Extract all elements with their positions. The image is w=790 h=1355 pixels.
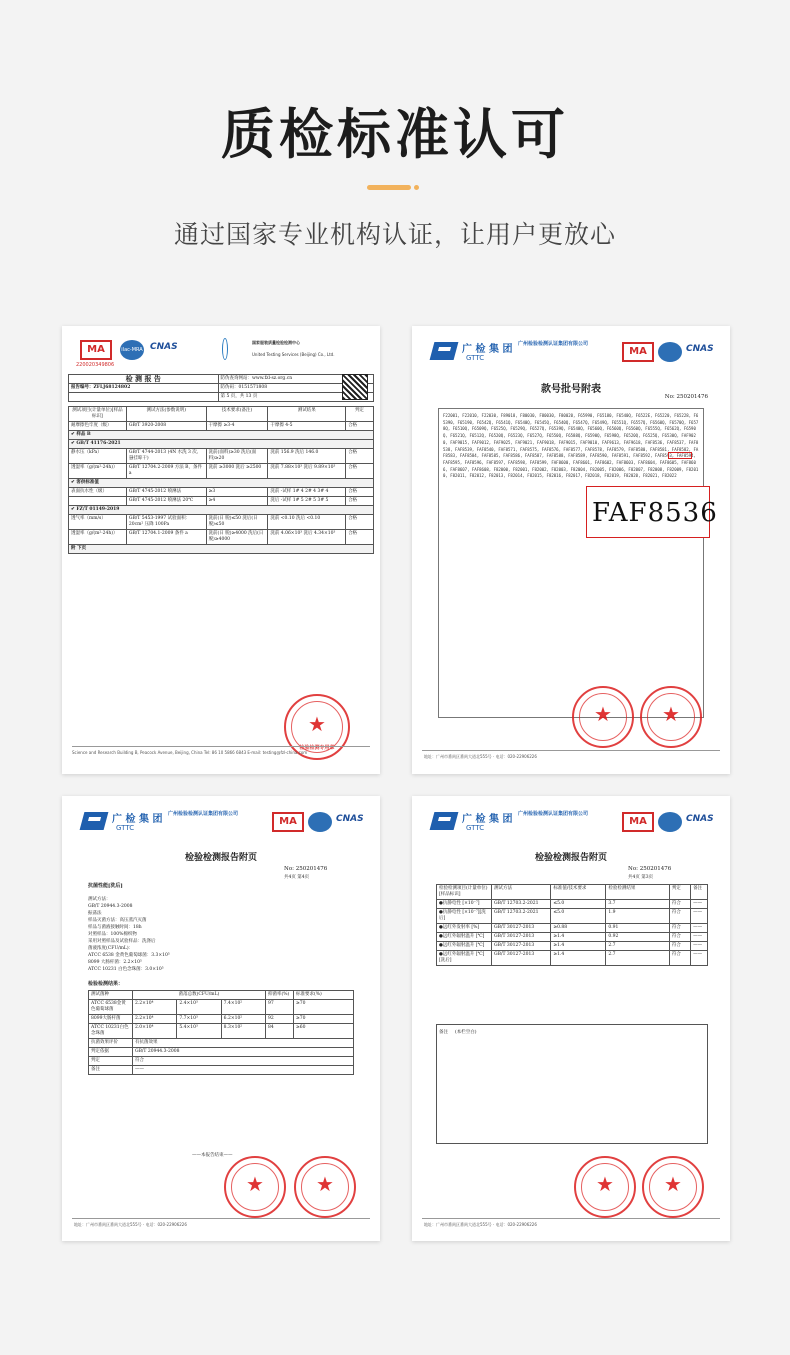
col-header-result: 测试结果 xyxy=(268,407,346,422)
gttc-brand-en: GTTC xyxy=(466,354,485,362)
method-line: 样品与菌液接触时间：18h xyxy=(88,925,142,930)
table-cell: 透湿率（g/(m²·24h)） xyxy=(69,530,127,545)
table-cell: 2.2×10⁴ xyxy=(133,1000,177,1015)
report-footer: 地址：广州市番禺区番禺大道北555号 · 电话：020-22906226 xyxy=(74,1222,187,1227)
table-cell: ●远红外发射率 [%] xyxy=(437,924,492,933)
col-header-remark: 备注 xyxy=(691,885,708,900)
table-cell: 1.9 xyxy=(606,909,670,924)
official-seal-right xyxy=(642,1156,704,1218)
cma-number: 220020349806 xyxy=(76,362,115,368)
table-cell: GB/T 12703.2-2021 xyxy=(492,900,551,909)
seal-text: 检验检测专用章 xyxy=(299,745,335,751)
table-cell: 合格 xyxy=(346,515,374,530)
method-line: 振荡法 xyxy=(88,911,102,916)
table-cell: 符合 xyxy=(669,909,690,924)
appendix-title: 款号批号附表 xyxy=(541,384,601,395)
table-cell: 合格 xyxy=(346,497,374,506)
table-row xyxy=(69,497,374,506)
remark-label: 备注 xyxy=(439,1030,448,1035)
official-seal-right xyxy=(640,686,702,748)
table-cell: 2.4×10³ xyxy=(177,1000,221,1015)
col-header-item: 测试项目(计量单位)[样品标识] xyxy=(69,407,127,422)
table-cell: GB/T 20944.3-2008 xyxy=(133,1048,354,1057)
result-label: 检验检测结果： xyxy=(88,981,124,987)
report-page: 共4页 第4页 xyxy=(284,875,310,880)
cnas-logo: CNAS xyxy=(336,814,364,824)
table-cell: —— xyxy=(691,951,708,966)
query-code: 防伪码：0151571808 xyxy=(218,384,373,393)
table-cell: ≥1.4 xyxy=(551,942,606,951)
table-cell: ≥4 xyxy=(206,497,268,506)
table-cell: 备注 xyxy=(89,1066,133,1075)
table-cell: GB/T 4745-2012 喷淋法 20℃ xyxy=(126,497,206,506)
table-section-label: ✔ GB/T 41176-2021 xyxy=(69,440,374,449)
seal-star-icon: ★ xyxy=(316,1172,334,1197)
gttc-logo-bar xyxy=(422,804,720,838)
table-cell: 7.7×10³ xyxy=(177,1015,221,1024)
table-cell: GB/T 30127-2013 xyxy=(492,942,551,951)
report-footer: 地址：广州市番禺区番禺大道北555号 · 电话：020-22906226 xyxy=(424,754,537,759)
gttc-brand-en: GTTC xyxy=(116,824,135,832)
table-cell: 洗前(日 脱)≥4000 洗后(日 脱)≥4000 xyxy=(206,530,268,545)
appendix-title: 检验检测报告附页 xyxy=(184,853,257,863)
table-row xyxy=(69,530,374,545)
table-cell: 合格 xyxy=(346,422,374,431)
table-cell: 2.7 xyxy=(606,951,670,966)
report-number: 报告编号：ZFLJ68124802 xyxy=(69,384,219,393)
table-cell: GB/T 12704.2-2009 方法 B，条件 a xyxy=(126,464,206,479)
report-number: No: 250201476 xyxy=(628,866,672,872)
table-cell: 0.92 xyxy=(606,933,670,942)
table-cell: ≤5.0 xyxy=(551,909,606,924)
table-row xyxy=(89,1000,354,1015)
table-cell: 符合 xyxy=(669,900,690,909)
method-line: 8099 大肠杆菌：2.2×10⁵ xyxy=(88,960,142,965)
table-cell: ATCC 6538金黄色葡萄球菌 xyxy=(89,1000,133,1015)
official-seal-left xyxy=(572,686,634,748)
appendix-title: 检验检测报告附页 xyxy=(534,853,607,863)
table-section-label: ✔ 样品 B xyxy=(69,431,374,440)
col-header-standard: 标准值/技术要求 xyxy=(551,885,606,900)
table-row xyxy=(89,1039,354,1048)
table-cell: GB/T 5453-1997 试验面积：20cm² 压降 100Pa xyxy=(126,515,206,530)
table-cell: ●抗静电性 [×10⁻⁷] xyxy=(437,900,492,909)
gttc-org-name: 广州检验检测认证集团有限公司 xyxy=(518,341,589,347)
method-line: ATCC 10231 白色念珠菌：3.0×10⁵ xyxy=(88,967,164,972)
col-header-rate: 抑菌率(%) xyxy=(266,991,294,1000)
report-results-table xyxy=(68,406,374,554)
table-cell: —— xyxy=(691,924,708,933)
method-line: ATCC 6538 金黄色葡萄球菌：3.3×10⁵ xyxy=(88,953,170,958)
cma-logo: MA xyxy=(80,340,112,360)
table-row xyxy=(69,431,374,440)
org-name-en: United Testing Services (Beijing) Co., Ltd. xyxy=(252,352,335,357)
report-number: No: 250201476 xyxy=(284,866,328,872)
table-row xyxy=(89,1057,354,1066)
table-cell: ≥60 xyxy=(294,1024,354,1039)
table-row xyxy=(69,515,374,530)
org-name-cn: 国家服装质量检验检测中心 xyxy=(252,340,300,345)
table-row xyxy=(69,479,374,488)
col-header-verdict: 判定 xyxy=(669,885,690,900)
report-page: 第 5 页，共 13 页 xyxy=(218,393,373,402)
gttc-org-name: 广州检验检测认证集团有限公司 xyxy=(168,811,239,817)
report-footer: 地址：广州市番禺区番禺大道北555号 · 电话：020-22906226 xyxy=(424,1222,537,1227)
gttc-brand: 广 检 集 团 xyxy=(112,814,163,825)
table-cell: 3.7 xyxy=(606,900,670,909)
table-cell: 洗前 4.06×10³ 洗后 4.34×10³ xyxy=(268,530,346,545)
col-header-colony: 菌落总数(CFU/mL) xyxy=(133,991,266,1000)
table-cell: 洗前(日 脱)≤50 洗后(日 脱)≤50 xyxy=(206,515,268,530)
table-cell: 耐摩擦色牢度（级） xyxy=(69,422,127,431)
gttc-brand: 广 检 集 团 xyxy=(462,344,513,355)
table-cell xyxy=(69,497,127,506)
table-row xyxy=(89,1066,354,1075)
table-row xyxy=(69,422,374,431)
batch-number-list: F22001, F22010, F22030, F89018, F80030, F80030, F80020, F65990, F65180, F6540Q, F6522E, F65220, F65228, F65390, F65190, F6542Q, F6541Q, F6540Q, F6545Q, F6540Q, F6547Q, F6549Q, F6551Q, F6557Q, F6560Q, F6570Q, F6578Q, F6510Q, F6509Q, F6525Q, F6529Q, F6527Q, F6539Q, F6548Q, F6560Q, F6560Q, F6560Q, F6555Q, F6562Q, F6590Q, F6521Q, F6512Q, F6520Q, F6523Q, F6527Q, F6550Q, F6588Q, F6590Q, F6598Q, F6520Q, F6525Q, F6530Q, FAF9020, FAF9015, FAF9012, FAF9025, FAF9021, FAF9018, FAF9015, FAF9010, FAF9613, FAF9618, FAF8536, FAF8537, FAF8538, FAF8539, FAF8540, FAF8571, FAF8575, FAF8576, FAF8577, FAF8578, FAF8579, FAF8580, FAF8581, FAF8582, FAF8583, FAF8584, FAF8585, FAF8586, FAF8587, FAF8588, FAF8589, FAF8590, FAF8591, FAF8592, FAF8593, FAF8594, FAF8595, FAF8596, FAF8597, FAF8598, FAF8599, FAF8600, FAF8601, FAF8602, FAF8603, FAF8604, FAF8605, FAF8606, FAF8607, FAF8608, F82000, F82001, F82002, F82003, F82004, F82005, F82006, F82007, F82008, F82009, F82010, F82011, F82012, F82013, F82014, F82015, F82016, F82017, F82018, F82019, F82020, F82021, F82022 xyxy=(438,408,704,718)
table-cell: 干摩擦 4-5 xyxy=(268,422,346,431)
table-cell: 洗前(面料)≥30 洗后(面料)≥20 xyxy=(206,449,268,464)
remark-text: (本栏空白) xyxy=(455,1030,477,1035)
table-cell: 洗后 -试样 1# 5 2# 5 3# 5 xyxy=(268,497,346,506)
title-accent-bar xyxy=(367,185,411,190)
antibacterial-report-document xyxy=(62,796,380,1241)
far-infrared-report-document xyxy=(412,796,730,1241)
table-cell: 合格 xyxy=(346,530,374,545)
table-row xyxy=(89,1024,354,1039)
table-cell: 84 xyxy=(266,1024,294,1039)
official-seal-left xyxy=(224,1156,286,1218)
table-cell: 洗前 156.9 洗后 146.0 xyxy=(268,449,346,464)
report-header-table xyxy=(68,374,374,402)
table-cell: GB/T 30127-2013 xyxy=(492,933,551,942)
highlighted-batch-number: FAF8536 xyxy=(592,498,718,528)
table-row xyxy=(437,909,708,924)
table-cell: 静水压（kPa） xyxy=(69,449,127,464)
table-row xyxy=(69,449,374,464)
col-header-verdict: 判定 xyxy=(346,407,374,422)
table-cell: 符合 xyxy=(669,951,690,966)
gttc-logo-icon xyxy=(430,812,459,830)
table-row xyxy=(69,506,374,515)
table-cell: ≥70 xyxy=(294,1015,354,1024)
report-page: 共4页 第3页 xyxy=(628,875,654,880)
table-cell: 洗前 <0.10 洗后 <0.10 xyxy=(268,515,346,530)
table-row xyxy=(437,942,708,951)
table-cell: 6.2×10² xyxy=(221,1015,265,1024)
method-line: 对照样品：100%棉织物 xyxy=(88,932,137,937)
footer-divider xyxy=(422,1218,720,1219)
table-cell: 符合 xyxy=(669,942,690,951)
table-cell: 符合 xyxy=(133,1057,354,1066)
cnas-logo: CNAS xyxy=(686,344,714,354)
far-infrared-result-table xyxy=(436,884,708,966)
table-cell: 合格 xyxy=(346,464,374,479)
col-header-method: 测试方法 xyxy=(492,885,551,900)
table-cell: 表面抗水性（级） xyxy=(69,488,127,497)
col-header-standard: 标准要求(%) xyxy=(294,991,354,1000)
col-header-strain: 测试菌种 xyxy=(89,991,133,1000)
col-header-requirement: 技术要求(备注) xyxy=(206,407,268,422)
table-row xyxy=(89,1048,354,1057)
table-cell: ≥3 xyxy=(206,488,268,497)
table-row xyxy=(69,545,374,554)
table-cell: 5.4×10³ xyxy=(177,1024,221,1039)
table-cell: 透气率（mm/s） xyxy=(69,515,127,530)
gttc-brand-en: GTTC xyxy=(466,824,485,832)
table-cell: ●远红外辐射温升 [℃][洗后] xyxy=(437,951,492,966)
table-cell: 2.0×10⁴ xyxy=(133,1024,177,1039)
table-cell: GB/T 30127-2013 xyxy=(492,951,551,966)
table-cell: 抗菌效果评价 xyxy=(89,1039,133,1048)
table-cell: GB/T 12703.2-2021 xyxy=(492,909,551,924)
table-cell: GB/T 3920-2008 xyxy=(126,422,206,431)
footer-divider xyxy=(422,750,720,751)
table-cell: 干摩擦 ≥3-4 xyxy=(206,422,268,431)
table-cell: 有抗菌效果 xyxy=(133,1039,354,1048)
table-cell: ATCC 10231白色念珠菌 xyxy=(89,1024,133,1039)
table-cell: ●远红外辐射温升 [℃] xyxy=(437,942,492,951)
method-line: 样品灭菌方法：高压蒸汽灭菌 xyxy=(88,918,147,923)
table-section-label: 附 下页 xyxy=(69,545,374,554)
gttc-logo-bar xyxy=(72,804,370,838)
method-line: 采用对照样品及试验样品：洗涤后 xyxy=(88,939,156,944)
gttc-logo-bar xyxy=(422,334,720,368)
cnas-logo: CNAS xyxy=(686,814,714,824)
col-header-item: 检验检测项目(计量单位)[样品标识] xyxy=(437,885,492,900)
table-cell: —— xyxy=(133,1066,354,1075)
report-end-marker: ——本报告结束—— xyxy=(192,1153,233,1158)
table-cell: 0.91 xyxy=(606,924,670,933)
table-cell: GB/T 12704.1-2009 条件 a xyxy=(126,530,206,545)
batch-highlight-marker xyxy=(668,452,692,459)
page-subtitle: 通过国家专业机构认证，让用户更放心 xyxy=(173,220,616,249)
table-cell: 8099大肠杆菌 xyxy=(89,1015,133,1024)
uts-logo xyxy=(222,338,228,360)
table-cell: —— xyxy=(691,909,708,924)
footer-divider xyxy=(72,1218,370,1219)
method-line: 测试方法： xyxy=(88,897,111,902)
cnas-logo: CNAS xyxy=(150,342,178,352)
gttc-org-name: 广州检验检测认证集团有限公司 xyxy=(518,811,589,817)
ilac-logo xyxy=(658,342,682,362)
seal-star-icon: ★ xyxy=(664,1172,682,1197)
sample-label: 抗菌性能[洗后] xyxy=(88,883,123,889)
table-cell: 透湿率（g/(m²·24h)） xyxy=(69,464,127,479)
cma-logo: MA xyxy=(272,812,304,832)
query-site: 防伪查询网站：www.fzl-sz.org.cn xyxy=(218,375,373,384)
report-footer: Science and Research Building B, Peacock Avenue, Beijing, China Tel: 86 10 5866 6843 E-mail: testing@fzl-china.com xyxy=(72,750,308,755)
table-cell: 7.4×10² xyxy=(221,1000,265,1015)
ilac-mra-logo: ilac-MRA xyxy=(120,340,144,360)
table-row xyxy=(89,1015,354,1024)
ilac-logo xyxy=(308,812,332,832)
table-cell: —— xyxy=(691,900,708,909)
footer-divider xyxy=(72,746,370,747)
table-cell: 符合 xyxy=(669,924,690,933)
gttc-brand: 广 检 集 团 xyxy=(462,814,513,825)
method-line: 菌液浓度(CFU/mL)： xyxy=(88,946,134,951)
antibacterial-result-table xyxy=(88,990,354,1075)
page-header xyxy=(0,0,790,300)
test-method-lines xyxy=(88,896,170,973)
seal-star-icon: ★ xyxy=(662,702,680,727)
table-cell: ≤5.0 xyxy=(551,900,606,909)
table-cell: 合格 xyxy=(346,449,374,464)
table-row xyxy=(437,924,708,933)
table-cell: 洗前 ≥3000 洗后 ≥2500 xyxy=(206,464,268,479)
table-row xyxy=(69,464,374,479)
table-row xyxy=(437,900,708,909)
table-cell: GB/T 4744-2013 (4N 水洗 3 次, 悬挂晾干) xyxy=(126,449,206,464)
seal-star-icon: ★ xyxy=(596,1172,614,1197)
title-accent-dot xyxy=(414,185,419,190)
gttc-logo-icon xyxy=(430,342,459,360)
table-cell: 合格 xyxy=(346,488,374,497)
remark-area xyxy=(436,1024,708,1144)
report-title: 检 测 报 告 xyxy=(69,375,219,384)
official-seal-right xyxy=(294,1156,356,1218)
official-seal-left xyxy=(574,1156,636,1218)
table-cell: 97 xyxy=(266,1000,294,1015)
table-cell: 8.3×10² xyxy=(221,1024,265,1039)
col-header-method: 测试方法(参数说明) xyxy=(126,407,206,422)
table-cell: GB/T 4745-2012 喷淋法 xyxy=(126,488,206,497)
test-report-document xyxy=(62,326,380,774)
table-cell: ●抗静电性 [×10⁻⁷][洗后] xyxy=(437,909,492,924)
table-cell: ≥70 xyxy=(294,1000,354,1015)
table-cell: 符合 xyxy=(669,933,690,942)
seal-star-icon: ★ xyxy=(308,711,326,736)
table-cell: ≥1.4 xyxy=(551,951,606,966)
table-row xyxy=(69,440,374,449)
table-row xyxy=(69,488,374,497)
seal-star-icon: ★ xyxy=(594,702,612,727)
ilac-logo xyxy=(658,812,682,832)
col-header-result: 检验检测结果 xyxy=(606,885,670,900)
gttc-logo-icon xyxy=(80,812,109,830)
table-cell: 92 xyxy=(266,1015,294,1024)
table-section-label: ✔ FZ/T 01149-2019 xyxy=(69,506,374,515)
table-cell: 2.7 xyxy=(606,942,670,951)
table-cell: ≥0.88 xyxy=(551,924,606,933)
method-line: GB/T 20944.3-2008 xyxy=(88,904,133,909)
table-row xyxy=(437,951,708,966)
table-cell: —— xyxy=(691,942,708,951)
batch-number-appendix-document xyxy=(412,326,730,774)
table-cell: —— xyxy=(691,933,708,942)
seal-star-icon: ★ xyxy=(246,1172,264,1197)
table-cell: 洗前 7.88×10³ 洗后 9.89×10³ xyxy=(268,464,346,479)
table-cell: GB/T 30127-2013 xyxy=(492,924,551,933)
table-cell: ●远红外辐射温升 [℃] xyxy=(437,933,492,942)
cma-logo: MA xyxy=(622,812,654,832)
table-row xyxy=(437,933,708,942)
page-title: 质检标准认可 xyxy=(221,103,569,166)
table-cell: 洗前 -试样 1# 4 2# 4 3# 4 xyxy=(268,488,346,497)
table-section-label: ✔ 客供标准值 xyxy=(69,479,374,488)
table-cell: 判定 xyxy=(89,1057,133,1066)
qr-code xyxy=(342,374,368,400)
table-cell: ≥1.4 xyxy=(551,933,606,942)
report-logo-bar xyxy=(72,334,370,368)
report-number: No: 250201476 xyxy=(664,394,708,400)
table-cell: 判定依据 xyxy=(89,1048,133,1057)
table-cell: 2.2×10⁴ xyxy=(133,1015,177,1024)
cma-logo: MA xyxy=(622,342,654,362)
